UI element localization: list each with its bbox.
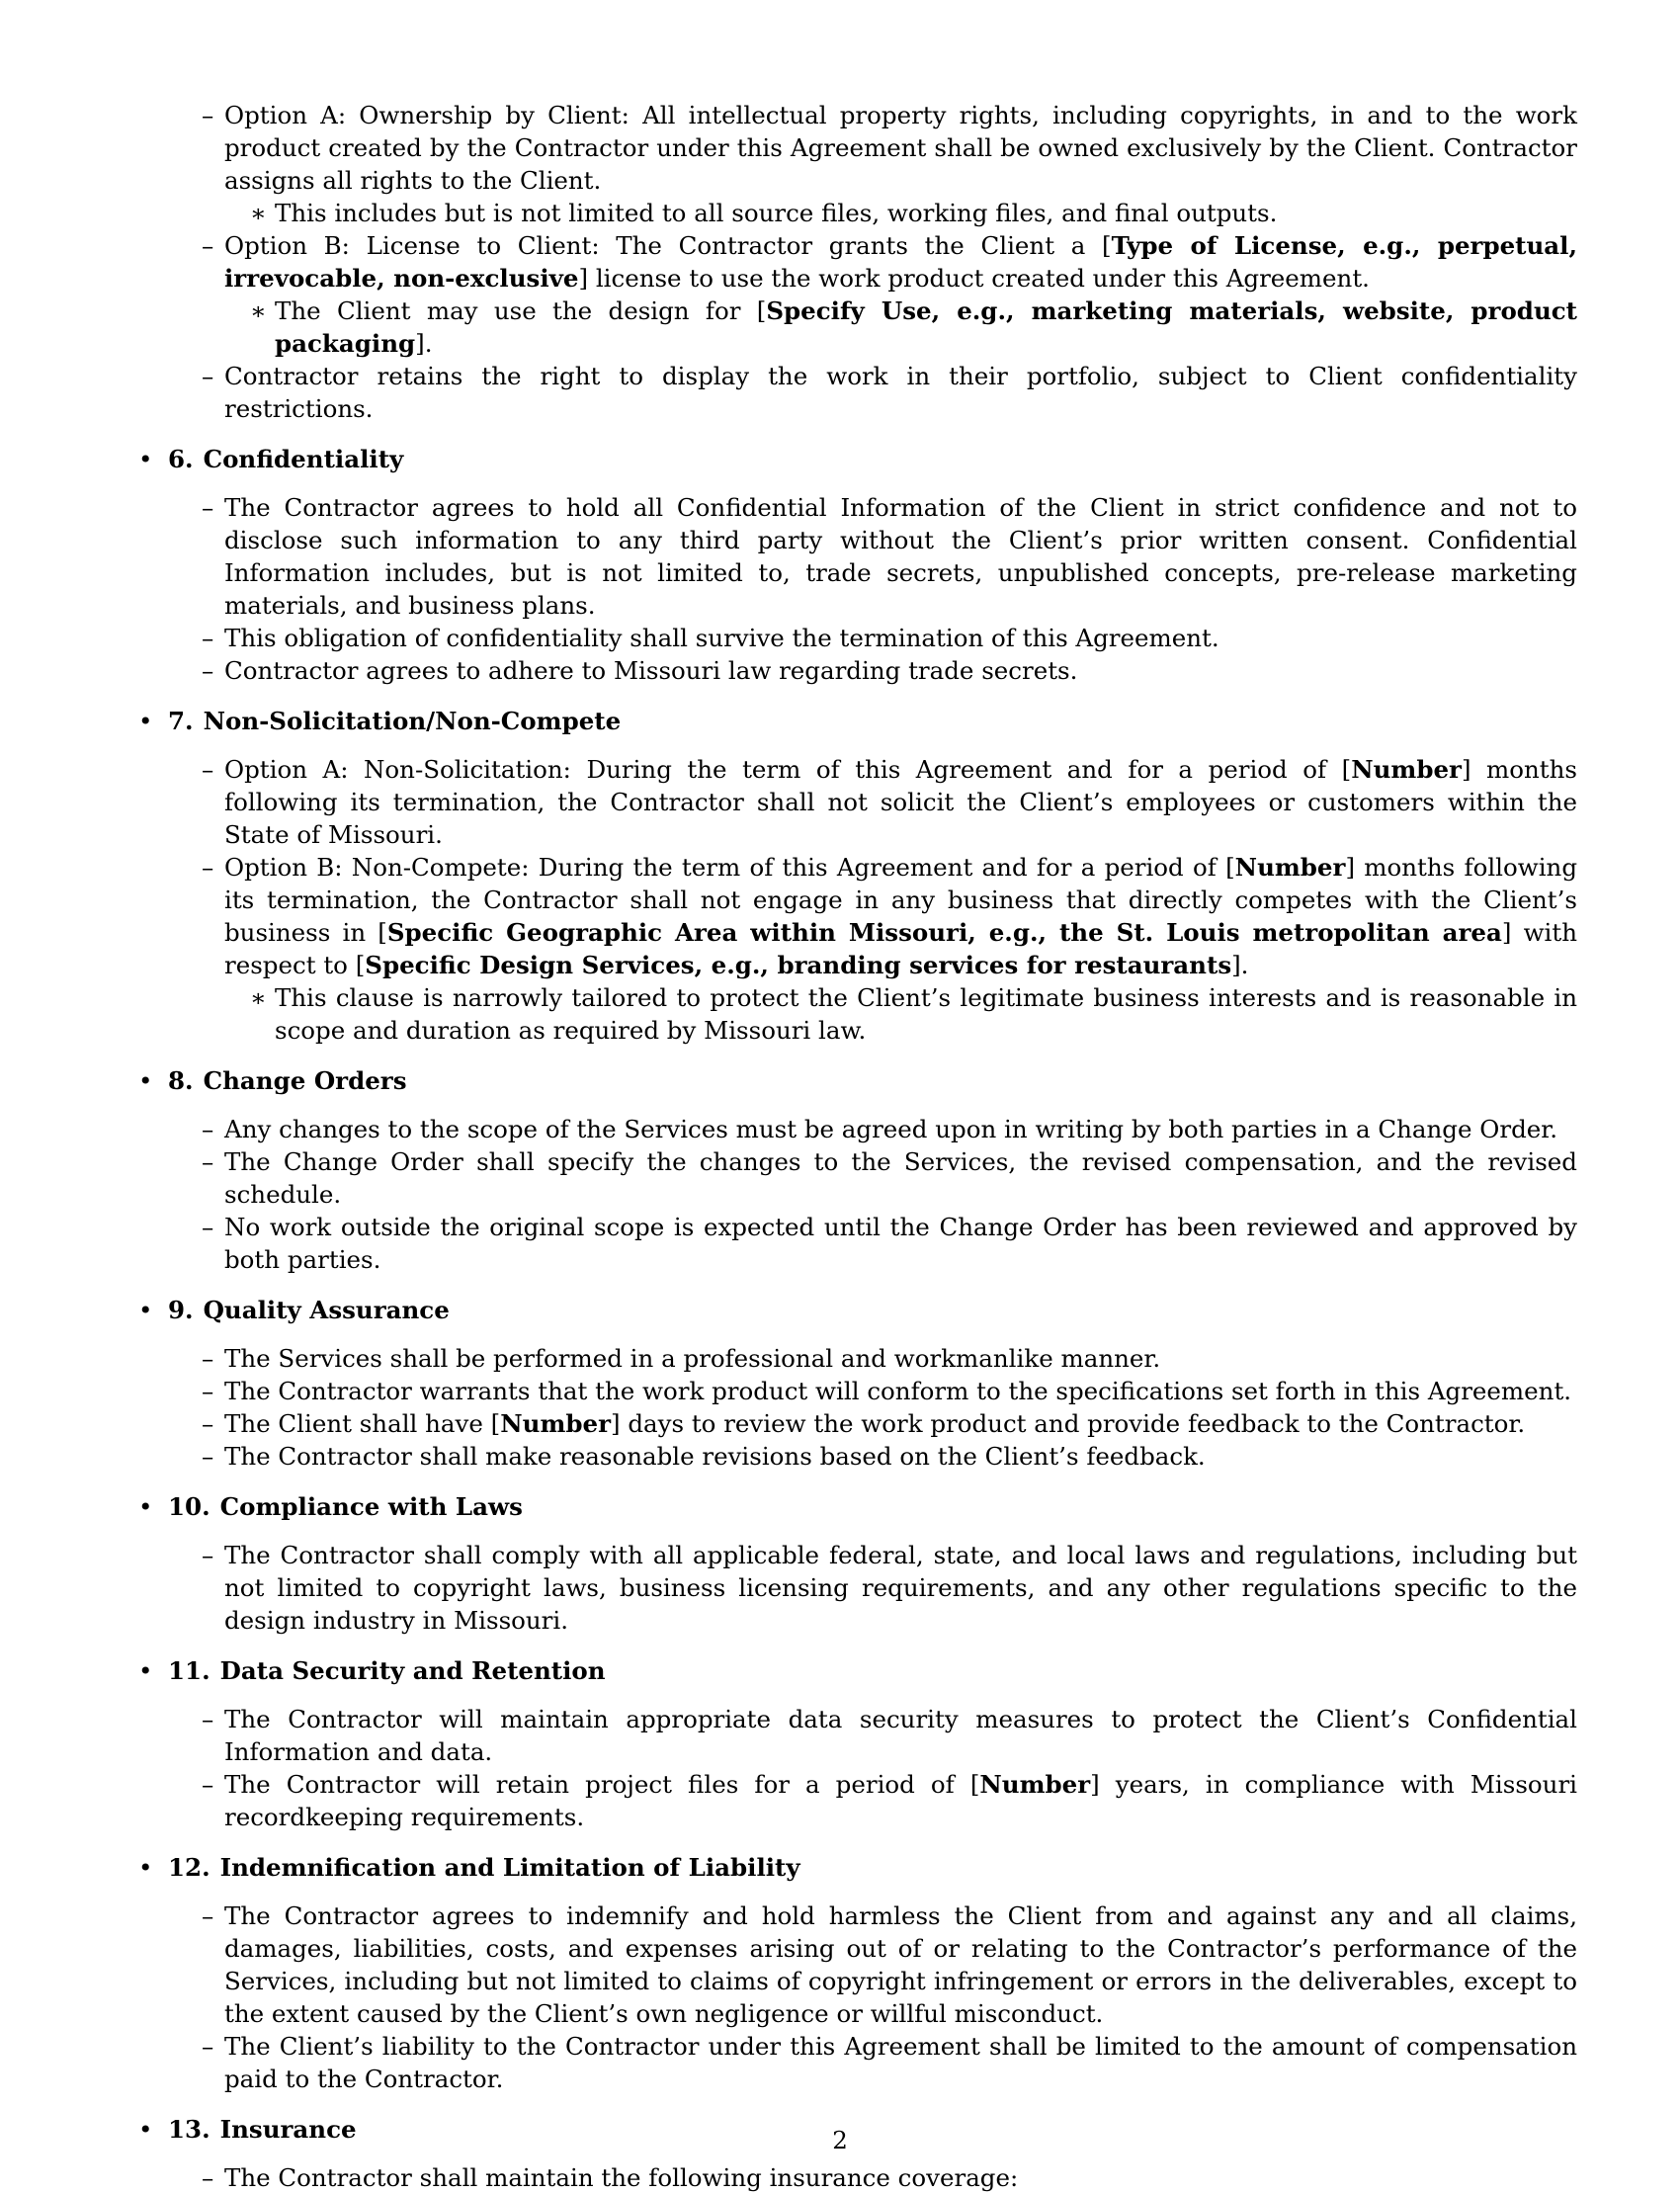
clause-text: This obligation of confidentiality shall survive the termination of this Agreement. — [224, 624, 1219, 652]
clause-list — [168, 1539, 1577, 1637]
dash-marker: – — [202, 624, 214, 652]
clause-item — [168, 360, 1577, 425]
clause-text: The Contractor will maintain appropriate data security measures to protect the Client’s Confidential Information and data. — [224, 1705, 1577, 1766]
clause-list — [168, 99, 1577, 425]
section-number: 8. — [168, 1066, 194, 1095]
clause-item-text — [224, 1377, 1571, 1405]
dash-marker: – — [202, 1901, 214, 1930]
section-title: Quality Assurance — [203, 1296, 450, 1324]
clause-item-text — [224, 1115, 1557, 1143]
clause-item-text — [224, 1705, 1577, 1766]
dash-marker: – — [202, 1442, 214, 1471]
section-title: Indemnification and Limitation of Liability — [219, 1853, 800, 1882]
dash-marker: – — [202, 1770, 214, 1799]
clause-text: The Contractor shall comply with all applicable federal, state, and local laws and regulations, including but not limited to copyright laws, business licensing requirements, and any other regulations specific to the design industry in Missouri. — [224, 1541, 1577, 1635]
clause-item — [168, 1440, 1577, 1473]
clause-item-text — [224, 1344, 1160, 1373]
section-title: Non-Solicitation/Non-Compete — [203, 707, 622, 735]
asterisk-marker: ∗ — [250, 199, 267, 227]
clause-list — [168, 1113, 1577, 1276]
clause-item — [168, 1768, 1577, 1833]
section-title: Insurance — [219, 2115, 357, 2144]
sub-clause-item — [224, 197, 1577, 229]
clause-item — [168, 1703, 1577, 1768]
dash-marker: – — [202, 1147, 214, 1176]
clause-item-text — [224, 101, 1577, 195]
dash-marker: – — [202, 1115, 214, 1143]
clause-text: ] days to review the work product and provide feedback to the Contractor. — [611, 1409, 1526, 1438]
clause-text: The Client may use the design for [ — [275, 296, 767, 325]
clause-item — [168, 491, 1577, 622]
clause-text: This clause is narrowly tailored to protect the Client’s legitimate business interests and is reasonable in scope and duration as required by Missouri law. — [275, 983, 1577, 1045]
clause-item-text — [224, 853, 1577, 979]
dash-marker: – — [202, 1409, 214, 1438]
clause-item — [168, 1113, 1577, 1145]
clause-item-text — [224, 624, 1219, 652]
clause-text: The Services shall be performed in a professional and workmanlike manner. — [224, 1344, 1161, 1373]
clause-text: Option B: License to Client: The Contractor grants the Client a [ — [224, 231, 1112, 260]
placeholder-field: Number — [979, 1770, 1091, 1799]
clause-text: ] months following its termination, the Contractor shall not solicit the Client’s employees or customers within the State of Missouri. — [224, 755, 1578, 849]
dash-marker: – — [202, 853, 214, 882]
sub-clause-item — [224, 981, 1577, 1047]
placeholder-field: Type of License, e.g., perpetual, irrevocable, non-exclusive — [224, 231, 1577, 293]
clause-item — [168, 1375, 1577, 1407]
clause-text: ] with respect to [ — [224, 918, 1578, 979]
clause-text: ] years, in compliance with Missouri recordkeeping requirements. — [224, 1770, 1577, 1831]
clause-item-text — [224, 362, 1577, 423]
dash-marker: – — [202, 101, 214, 129]
sub-clause-list — [224, 295, 1577, 360]
section — [134, 1654, 1577, 1833]
clause-item — [168, 229, 1577, 360]
sub-clause-item — [224, 295, 1577, 360]
section — [134, 1294, 1577, 1473]
clause-text: No work outside the original scope is expected until the Change Order has been reviewed and approved by both parties. — [224, 1213, 1577, 1274]
clause-text: The Contractor will retain project files for a period of [ — [224, 1770, 980, 1799]
section-number: 10. — [168, 1492, 210, 1521]
clause-item-text — [224, 493, 1577, 620]
clause-item — [168, 1211, 1577, 1276]
clause-text: The Contractor agrees to hold all Confidential Information of the Client in strict confidence and not to disclose such information to any third party without the Client’s prior written consent. Confidential Information includes, but is not limited to, trade secrets, unpublished concepts, pre-release marketing materials, and business plans. — [224, 493, 1577, 620]
section-heading — [138, 1490, 1577, 1523]
clause-item-text — [224, 1541, 1577, 1635]
dash-marker: – — [202, 2163, 214, 2192]
clause-list — [168, 1899, 1577, 2095]
placeholder-field: Number — [1234, 853, 1346, 882]
placeholder-field: Specific Geographic Area within Missouri, e.g., the St. Louis metropolitan area — [386, 918, 1502, 947]
clause-text: ] months following its termination, the Contractor shall not engage in any business that directly competes with the Client’s business in [ — [224, 853, 1578, 947]
asterisk-marker: ∗ — [250, 983, 267, 1012]
bullet-marker: • — [138, 1492, 153, 1521]
clause-item-text — [224, 1770, 1577, 1831]
sub-clause-text — [275, 983, 1577, 1045]
dash-marker: – — [202, 1541, 214, 1569]
clause-text: Option B: Non-Compete: During the term of this Agreement and for a period of [ — [224, 853, 1235, 882]
clause-text: ]. — [1231, 951, 1249, 979]
clause-item — [168, 1407, 1577, 1440]
dash-marker: – — [202, 362, 214, 390]
bullet-marker: • — [138, 1656, 153, 1685]
clause-item-text — [224, 656, 1077, 685]
clause-item — [168, 622, 1577, 654]
section-continuation — [134, 99, 1577, 425]
page-number: 2 — [832, 2126, 848, 2154]
bullet-marker: • — [138, 2115, 153, 2144]
dash-marker: – — [202, 1344, 214, 1373]
clause-item — [168, 1145, 1577, 1211]
clause-list — [168, 1703, 1577, 1833]
dash-marker: – — [202, 1213, 214, 1241]
section-number: 11. — [168, 1656, 210, 1685]
clause-text: The Contractor warrants that the work product will conform to the specifications set forth in this Agreement. — [224, 1377, 1572, 1405]
section-heading — [138, 1851, 1577, 1884]
sub-clause-list — [224, 981, 1577, 1047]
section-number: 13. — [168, 2115, 210, 2144]
clause-item — [168, 1539, 1577, 1637]
clause-list — [168, 753, 1577, 1047]
section — [134, 1851, 1577, 2095]
clause-text: The Contractor shall maintain the following insurance coverage: — [224, 2163, 1019, 2192]
clause-text: The Client’s liability to the Contractor under this Agreement shall be limited to the amount of compensation paid to the Contractor. — [224, 2032, 1577, 2093]
dash-marker: – — [202, 1705, 214, 1733]
bullet-marker: • — [138, 1066, 153, 1095]
clause-item-text — [224, 2163, 1018, 2192]
clause-text: Contractor agrees to adhere to Missouri law regarding trade secrets. — [224, 656, 1078, 685]
bullet-marker: • — [138, 445, 153, 473]
clause-text: The Contractor shall make reasonable revisions based on the Client’s feedback. — [224, 1442, 1206, 1471]
clause-text: Option A: Non-Solicitation: During the term of this Agreement and for a period of [ — [224, 755, 1352, 784]
clause-item — [168, 99, 1577, 229]
clause-item-text — [224, 755, 1577, 849]
dash-marker: – — [202, 1377, 214, 1405]
dash-marker: – — [202, 656, 214, 685]
clause-item-text — [224, 1147, 1577, 1209]
placeholder-field: Number — [1351, 755, 1462, 784]
section-heading — [138, 705, 1577, 737]
bullet-marker: • — [138, 1296, 153, 1324]
clause-text: ] license to use the work product created under this Agreement. — [578, 264, 1370, 293]
clause-list — [168, 1342, 1577, 1473]
document-body — [134, 99, 1577, 2194]
section-number: 12. — [168, 1853, 210, 1882]
clause-text: The Client shall have [ — [224, 1409, 501, 1438]
dash-marker: – — [202, 755, 214, 784]
clause-item-text — [224, 2032, 1577, 2093]
section-title: Change Orders — [203, 1066, 407, 1095]
clause-text: The Change Order shall specify the changes to the Services, the revised compensation, and the revised schedule. — [224, 1147, 1577, 1209]
dash-marker: – — [202, 493, 214, 522]
sub-clause-list — [224, 197, 1577, 229]
clause-text: Contractor retains the right to display the work in their portfolio, subject to Client confidentiality restrictions. — [224, 362, 1577, 423]
asterisk-marker: ∗ — [250, 296, 267, 325]
clause-list — [168, 2161, 1577, 2194]
clause-item — [168, 1342, 1577, 1375]
section-title: Data Security and Retention — [219, 1656, 606, 1685]
section-number: 7. — [168, 707, 194, 735]
section-title: Compliance with Laws — [219, 1492, 523, 1521]
clause-item-text — [224, 231, 1577, 293]
clause-item — [168, 654, 1577, 687]
section-heading — [138, 1064, 1577, 1097]
clause-text: This includes but is not limited to all source files, working files, and final outputs. — [275, 199, 1278, 227]
section-heading — [138, 1294, 1577, 1326]
clause-text: Option A: Ownership by Client: All intellectual property rights, including copyrights, in and to the work product created by the Contractor under this Agreement shall be owned exclusively by the Client. Contractor assigns all rights to the Client. — [224, 101, 1577, 195]
clause-list — [168, 491, 1577, 687]
clause-item-text — [224, 1409, 1525, 1438]
clause-text: The Contractor agrees to indemnify and hold harmless the Client from and against any and all claims, damages, liabilities, costs, and expenses arising out of or relating to the Contractor’s performance of the Services, including but not limited to claims of copyright infringement or errors in the deliverables, except to the extent caused by the Client’s own negligence or willful misconduct. — [224, 1901, 1577, 2028]
section-heading — [138, 1654, 1577, 1687]
dash-marker: – — [202, 231, 214, 260]
clause-item — [168, 851, 1577, 1047]
section — [134, 1064, 1577, 1276]
dash-marker: – — [202, 2032, 214, 2061]
placeholder-field: Specify Use, e.g., marketing materials, website, product packaging — [275, 296, 1577, 358]
section-title: Confidentiality — [203, 445, 404, 473]
clause-item-text — [224, 1442, 1206, 1471]
clause-text: Any changes to the scope of the Services must be agreed upon in writing by both parties in a Change Order. — [224, 1115, 1558, 1143]
placeholder-field: Number — [500, 1409, 611, 1438]
placeholder-field: Specific Design Services, e.g., branding services for restaurants — [365, 951, 1232, 979]
clause-item — [168, 2161, 1577, 2194]
clause-text: ]. — [415, 329, 433, 358]
clause-item — [168, 2030, 1577, 2095]
bullet-marker: • — [138, 707, 153, 735]
sub-clause-text — [275, 296, 1577, 358]
clause-item — [168, 1899, 1577, 2030]
clause-item-text — [224, 1213, 1577, 1274]
bullet-marker: • — [138, 1853, 153, 1882]
section-heading — [138, 443, 1577, 475]
section — [134, 443, 1577, 687]
section — [134, 1490, 1577, 1637]
sub-clause-text — [275, 199, 1277, 227]
clause-item-text — [224, 1901, 1577, 2028]
section-number: 6. — [168, 445, 194, 473]
clause-item — [168, 753, 1577, 851]
section — [134, 705, 1577, 1047]
section-number: 9. — [168, 1296, 194, 1324]
